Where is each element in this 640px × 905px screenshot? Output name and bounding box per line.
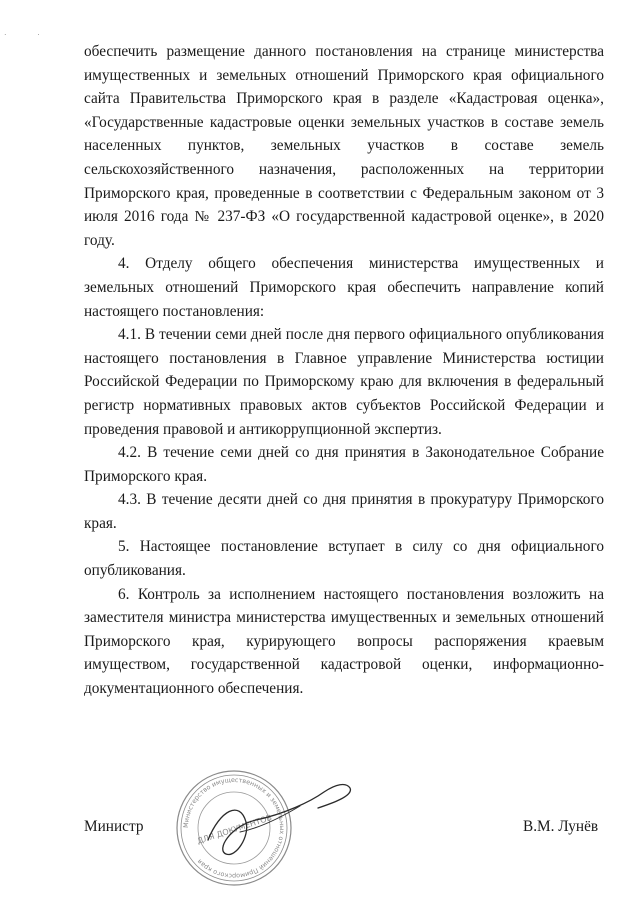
paragraph-item-4-2: 4.2. В течение семи дней со дня принятия в Законодательное Собрание Приморского края. bbox=[84, 444, 604, 485]
signer-position: Министр bbox=[84, 818, 144, 835]
scan-corner-marks: . . bbox=[4, 28, 54, 37]
svg-text:Министерство имущественных и з: Министерство имущественных и земельных отношений Приморского края bbox=[181, 775, 287, 881]
paragraph-item-4-1: 4.1. В течении семи дней после дня первого официального опубликования настоящего постановления в Главное управление Министерства юстиции Российской Федерации по Приморскому краю для включения в федеральный регистр нормативных правовых актов субъектов Российской Федерации и проведения правовой и антикоррупционной экспертиз. bbox=[84, 326, 604, 438]
paragraph-continuation: обеспечить размещение данного постановления на странице министерства имущественных и земельных отношений Приморского края официального сайта Правительства Приморского края в разделе «Кадастровая оценка», «Государственные кадастровые оценки земельных участков в составе земель населенных пунктов, земельных участков в составе земель сельскохозяйственного назначения, расположенных на территории Приморского края, проведенные в соответствии с Федеральным законом от 3 июля 2016 года № 237-ФЗ «О государственной кадастровой оценке», в 2020 году. bbox=[84, 43, 604, 249]
handwritten-signature bbox=[200, 770, 360, 890]
paragraph-item-4-3: 4.3. В течение десяти дней со дня принятия в прокуратуру Приморского края. bbox=[84, 491, 604, 532]
document-body bbox=[84, 40, 604, 701]
paragraph-item-5: 5. Настоящее постановление вступает в силу со дня официального опубликования. bbox=[84, 538, 604, 580]
signer-name: В.М. Лунёв bbox=[523, 818, 599, 835]
paragraph-item-6: 6. Контроль за исполнением настоящего постановления возложить на заместителя министра министерства имущественных и земельных отношений Приморского края, курирующего вопросы распоряжения краевым имуществом, государственной кадастровой оценки, информационно-документационного обеспечения. bbox=[84, 585, 604, 698]
svg-text:ДЛЯ ДОКУМЕНТОВ: ДЛЯ ДОКУМЕНТОВ bbox=[195, 813, 274, 846]
paragraph-item-4: 4. Отделу общего обеспечения министерства имущественных и земельных отношений Приморского края обеспечить направление копий настоящего постановления: bbox=[84, 255, 604, 320]
